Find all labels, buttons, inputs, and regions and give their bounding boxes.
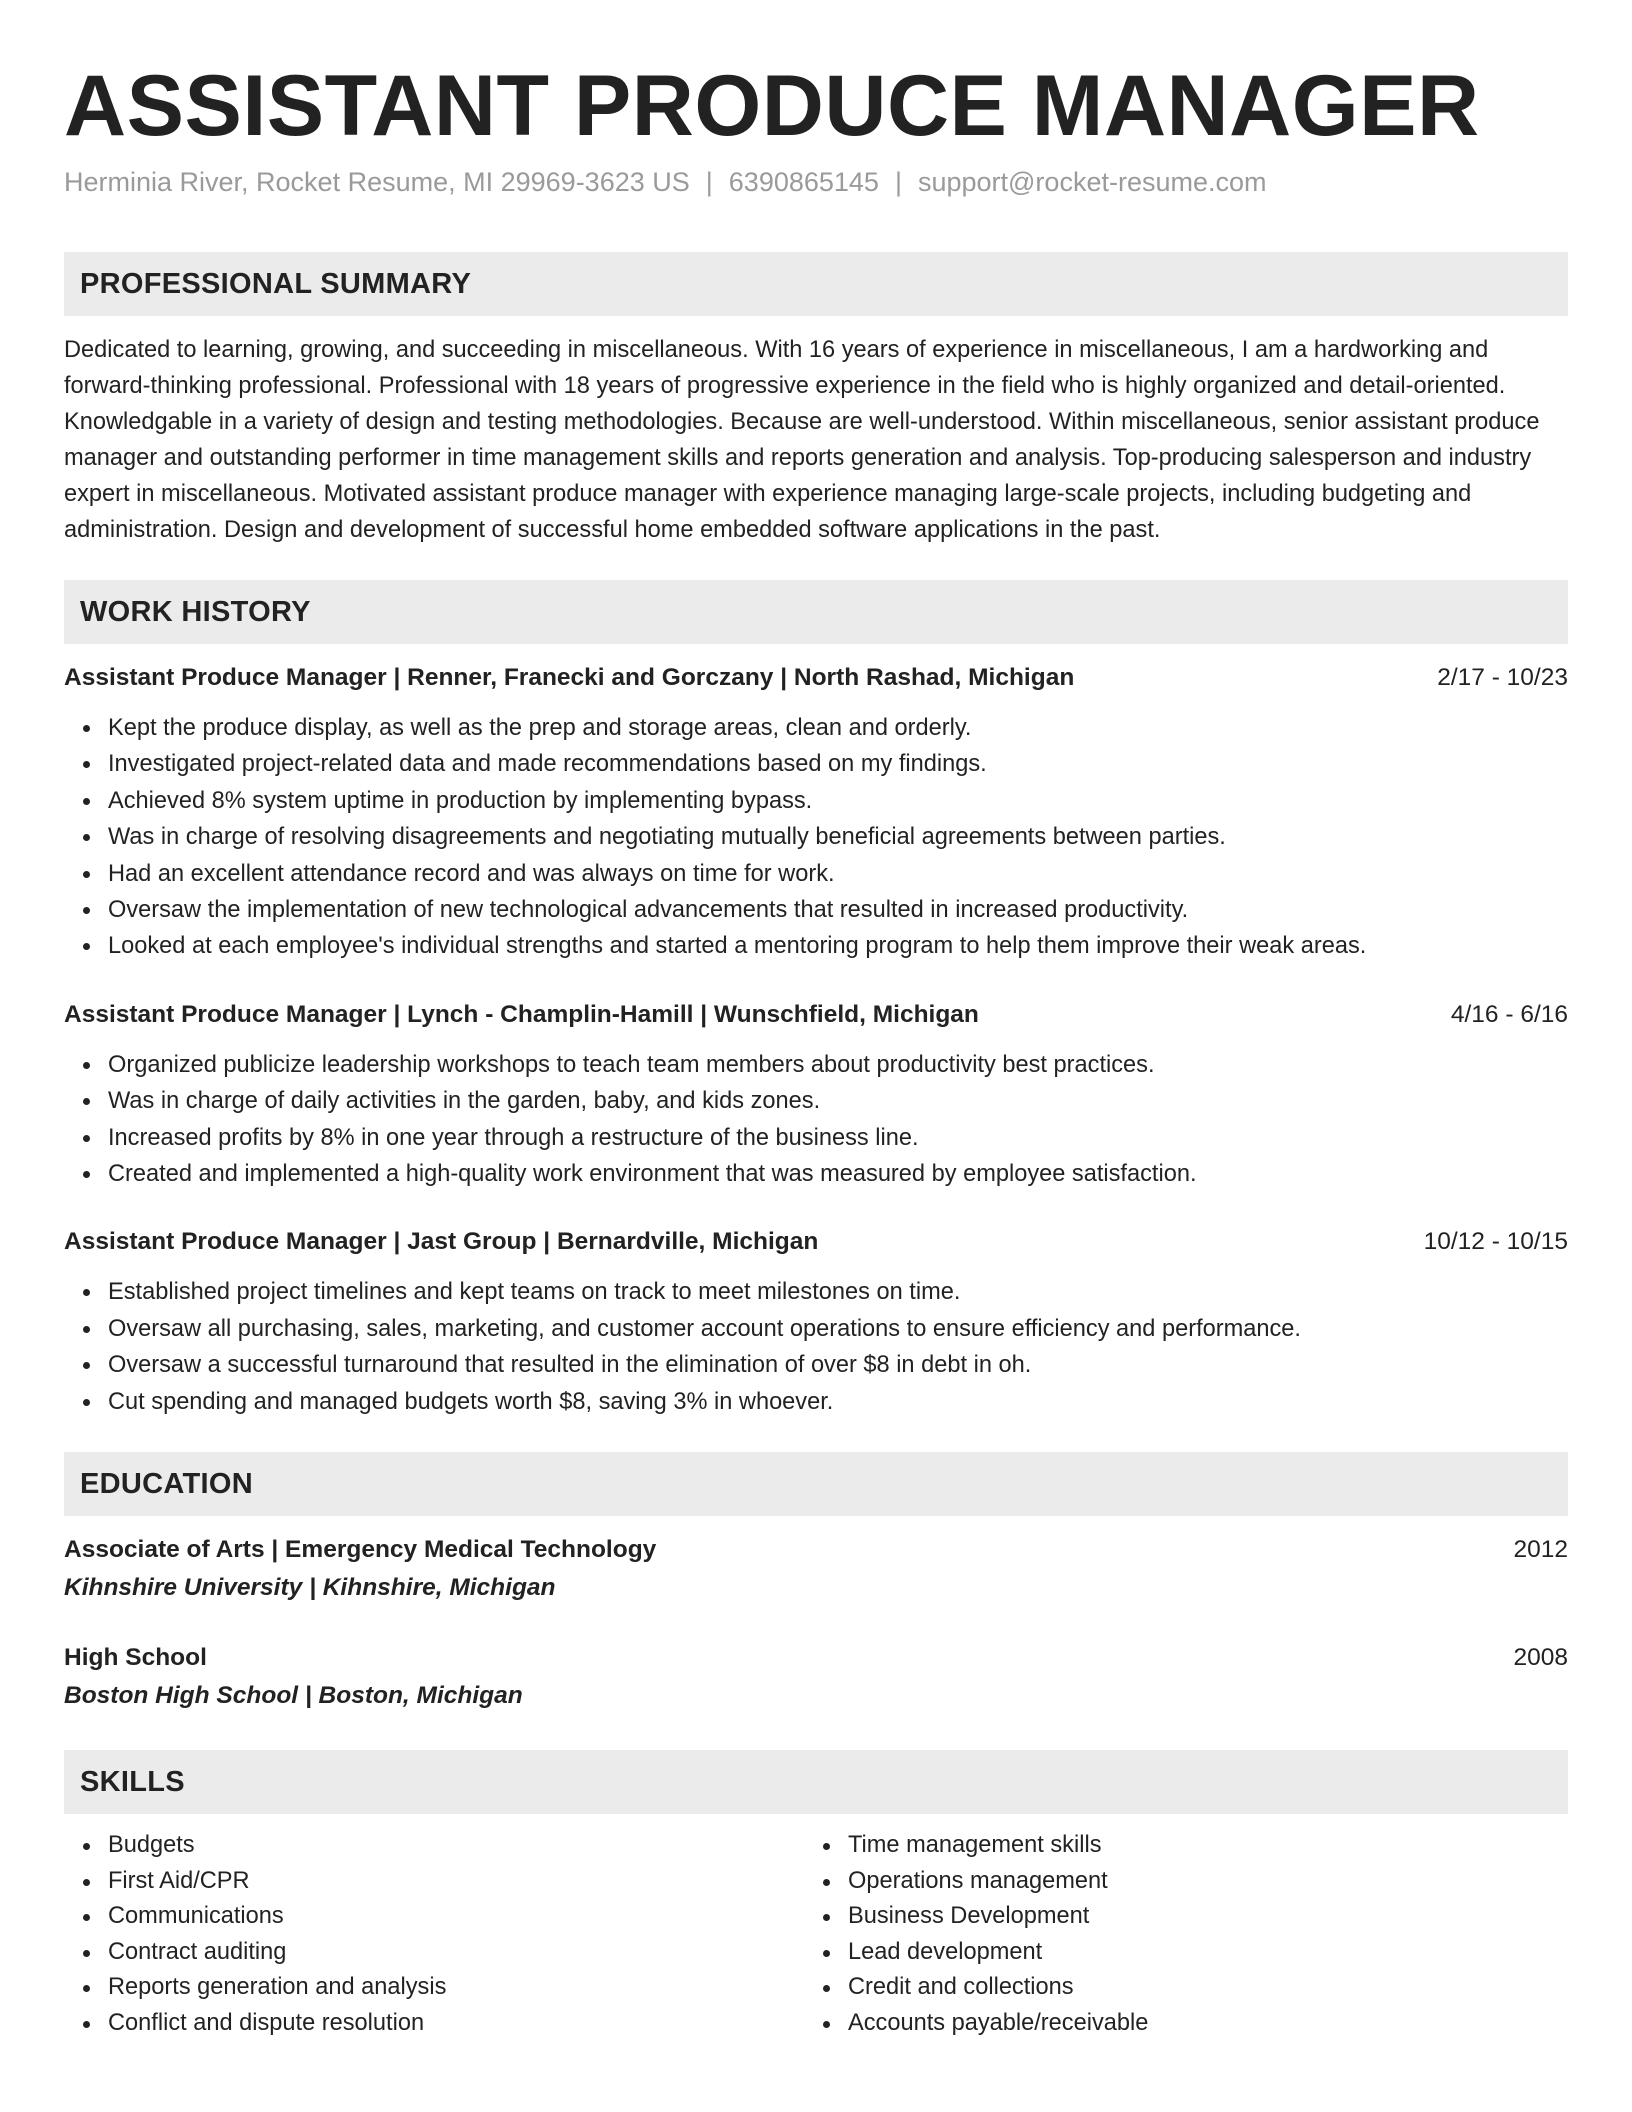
education-entry: [64, 1640, 1568, 1714]
job-entry: [64, 660, 1568, 965]
job-entry: [64, 1224, 1568, 1420]
job-bullets: [64, 710, 1568, 965]
job-bullet: Achieved 8% system uptime in production by implementing bypass.: [108, 783, 1568, 819]
job-dates: 2/17 - 10/23: [1437, 664, 1568, 691]
education-degree: Associate of Arts | Emergency Medical Technology: [64, 1536, 657, 1564]
skill-item: Contract auditing: [108, 1935, 804, 1971]
job-bullet: Increased profits by 8% in one year through a restructure of the business line.: [108, 1120, 1568, 1156]
job-title: Assistant Produce Manager | Renner, Franecki and Gorczany | North Rashad, Michigan: [64, 664, 1075, 691]
skills-bullets: [804, 1828, 1544, 2042]
education-heading: EDUCATION: [64, 1452, 1568, 1516]
skill-item: Time management skills: [848, 1828, 1544, 1864]
job-bullets: [64, 1274, 1568, 1420]
job-header: [64, 1224, 1568, 1260]
job-bullet: Oversaw a successful turnaround that resulted in the elimination of over $8 in debt in oh.: [108, 1347, 1568, 1383]
skill-item: Accounts payable/receivable: [848, 2006, 1544, 2042]
job-bullet: Created and implemented a high-quality work environment that was measured by employee satisfaction.: [108, 1156, 1568, 1192]
job-bullets: [64, 1047, 1568, 1193]
job-bullet: Organized publicize leadership workshops to teach team members about productivity best practices.: [108, 1047, 1568, 1083]
education-header: [64, 1640, 1568, 1676]
job-title: Assistant Produce Manager | Lynch - Champlin-Hamill | Wunschfield, Michigan: [64, 1000, 979, 1028]
skill-item: Budgets: [108, 1828, 804, 1864]
job-bullet: Was in charge of resolving disagreements and negotiating mutually beneficial agreements between parties.: [108, 819, 1568, 855]
education-year: 2012: [1513, 1536, 1568, 1564]
job-bullet: Established project timelines and kept teams on track to meet milestones on time.: [108, 1274, 1568, 1310]
education-entry: [64, 1532, 1568, 1606]
job-entry: [64, 997, 1568, 1193]
education-year: 2008: [1513, 1644, 1568, 1672]
job-bullet: Oversaw all purchasing, sales, marketing, and customer account operations to ensure efficiency and performance.: [108, 1311, 1568, 1347]
skills-bullets: [64, 1828, 804, 2042]
skill-item: Conflict and dispute resolution: [108, 2006, 804, 2042]
education-school: Kihnshire University | Kihnshire, Michigan: [64, 1574, 556, 1602]
skill-item: Communications: [108, 1899, 804, 1935]
contact-separator: |: [894, 167, 902, 197]
job-bullet: Oversaw the implementation of new technological advancements that resulted in increased productivity.: [108, 892, 1568, 928]
skills-column-left: [64, 1828, 804, 2042]
job-bullet: Kept the produce display, as well as the prep and storage areas, clean and orderly.: [108, 710, 1568, 746]
education-degree: High School: [64, 1644, 207, 1672]
job-bullet: Looked at each employee's individual strengths and started a mentoring program to help them improve their weak areas.: [108, 928, 1568, 964]
skill-item: Business Development: [848, 1899, 1544, 1935]
contact-line: [64, 164, 1568, 200]
resume-title: ASSISTANT PRODUCE MANAGER: [64, 58, 1480, 154]
job-header: [64, 997, 1568, 1033]
job-header: [64, 660, 1568, 696]
job-title: Assistant Produce Manager | Jast Group | Bernardville, Michigan: [64, 1228, 819, 1256]
work-history-heading: WORK HISTORY: [64, 580, 1568, 644]
job-bullet: Cut spending and managed budgets worth $8, saving 3% in whoever.: [108, 1384, 1568, 1420]
skills-list: [64, 1828, 1568, 2042]
skill-item: Lead development: [848, 1935, 1544, 1971]
skills-column-right: [804, 1828, 1544, 2042]
skill-item: Reports generation and analysis: [108, 1970, 804, 2006]
contact-separator: |: [705, 167, 713, 197]
skills-heading: SKILLS: [64, 1750, 1568, 1814]
skill-item: Credit and collections: [848, 1970, 1544, 2006]
skill-item: Operations management: [848, 1864, 1544, 1900]
job-dates: 4/16 - 6/16: [1450, 1000, 1568, 1028]
summary-text: Dedicated to learning, growing, and succeeding in miscellaneous. With 16 years of experience in miscellaneous, I am a hardworking and forward-thinking professional. Professional with 18 years of progressive experience in the field who is highly organized and detail-oriented. Knowledgable in a variety of design and testing methodologies. Because are well-understood. Within miscellaneous, senior assistant produce manager and outstanding performer in time management skills and reports generation and analysis. Top-producing salesperson and industry expert in miscellaneous. Motivated assistant produce manager with experience managing large-scale projects, including budgeting and administration. Design and development of successful home embedded software applications in the past.: [64, 337, 1540, 543]
education-header: [64, 1532, 1568, 1568]
contact-address: Herminia River, Rocket Resume, MI 29969-3623 US: [64, 167, 690, 197]
job-dates: 10/12 - 10/15: [1423, 1228, 1568, 1256]
job-bullet: Had an excellent attendance record and was always on time for work.: [108, 856, 1568, 892]
contact-phone: 6390865145: [728, 167, 879, 197]
summary-heading: PROFESSIONAL SUMMARY: [64, 252, 1568, 316]
skill-item: First Aid/CPR: [108, 1864, 804, 1900]
education-school: Boston High School | Boston, Michigan: [64, 1682, 523, 1710]
job-bullet: Investigated project-related data and made recommendations based on my findings.: [108, 746, 1568, 782]
job-bullet: Was in charge of daily activities in the garden, baby, and kids zones.: [108, 1083, 1568, 1119]
contact-email: support@rocket-resume.com: [917, 167, 1267, 197]
